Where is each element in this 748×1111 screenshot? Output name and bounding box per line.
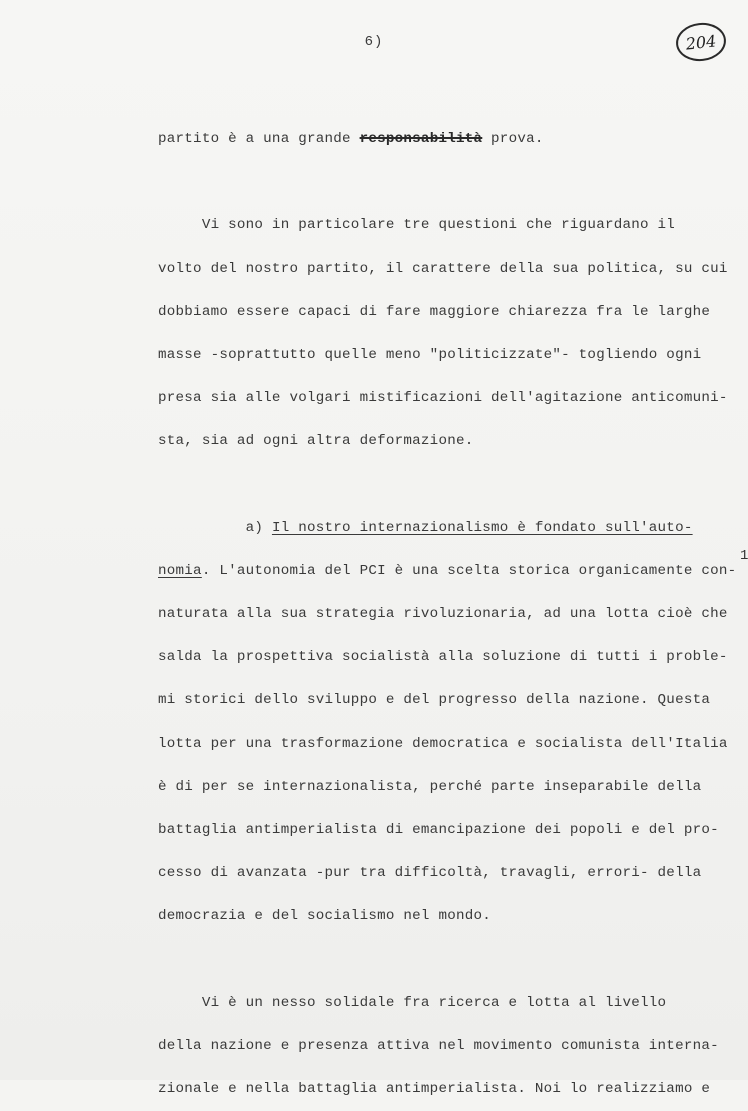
text-line [158, 982, 748, 1025]
text-segment: democrazia e del socialismo nel mondo. [158, 908, 492, 925]
text-line [158, 1068, 748, 1111]
text-line [158, 507, 748, 550]
text-line [158, 204, 748, 247]
text-segment: partito è a una grande [158, 131, 360, 147]
text-line [158, 895, 748, 938]
paragraph-gap [158, 939, 748, 982]
body-text [158, 118, 748, 1111]
text-segment: battaglia antimperialista di emancipazione dei popoli e del pro- [158, 822, 719, 838]
underlined-text: nomia [158, 562, 202, 579]
text-line [158, 248, 748, 291]
text-segment: a) [158, 519, 272, 536]
text-segment: della nazione e presenza attiva nel movimento comunista interna- [158, 1037, 719, 1054]
text-line [158, 766, 748, 809]
text-line [158, 420, 748, 463]
text-line [158, 291, 748, 334]
text-segment: dobbiamo essere capaci di fare maggiore chiarezza fra le larghe [158, 303, 711, 320]
margin-mark: 1 [740, 548, 748, 564]
text-segment: mi storici dello sviluppo e del progresso della nazione. Questa [158, 692, 711, 709]
text-line [158, 1025, 748, 1068]
text-segment: Vi è un nesso solidale fra ricerca e lotta al livello [158, 994, 667, 1011]
text-segment: masse -soprattutto quelle meno "politicizzate"- togliendo ogni [158, 346, 702, 363]
paragraph-gap [158, 464, 748, 507]
text-line [158, 377, 748, 420]
text-segment: presa sia alle volgari mistificazioni dell'agitazione anticomuni- [158, 390, 728, 407]
text-line [158, 723, 748, 766]
text-segment: volto del nostro partito, il carattere della sua politica, su cui [158, 260, 728, 277]
text-segment: Vi sono in particolare tre questioni che riguardano il [158, 217, 676, 234]
text-segment: zionale e nella battaglia antimperialista. Noi lo realizziamo e [158, 1081, 711, 1098]
underlined-text: Il nostro internazionalismo è fondato sull'auto- [271, 519, 693, 536]
text-segment: salda la prospettiva socialistà alla soluzione di tutti i proble- [158, 649, 728, 666]
text-line [158, 550, 748, 593]
text-segment: sta, sia ad ogni altra deformazione. [158, 433, 474, 450]
text-segment: lotta per una trasformazione democratica e socialista dell'Italia [158, 735, 728, 752]
text-segment: cesso di avanzata -pur tra difficoltà, travagli, errori- della [158, 865, 702, 882]
text-segment: è di per se internazionalista, perché parte inseparabile della [158, 778, 702, 795]
text-line [158, 636, 748, 679]
text-line [158, 593, 748, 636]
archive-page-stamp: 204 [674, 20, 728, 63]
text-segment: prova. [482, 131, 544, 147]
text-line [158, 118, 748, 161]
text-segment: . L'autonomia del PCI è una scelta storica organicamente con- [201, 562, 737, 579]
text-line [158, 809, 748, 852]
struck-word: responsabilità [359, 131, 483, 147]
text-line [158, 334, 748, 377]
text-line [158, 679, 748, 722]
paragraph-gap [158, 161, 748, 204]
text-segment: naturata alla sua strategia rivoluzionaria, ad una lotta cioè che [158, 606, 728, 623]
page-number: 6) [364, 34, 384, 50]
text-line [158, 852, 748, 895]
